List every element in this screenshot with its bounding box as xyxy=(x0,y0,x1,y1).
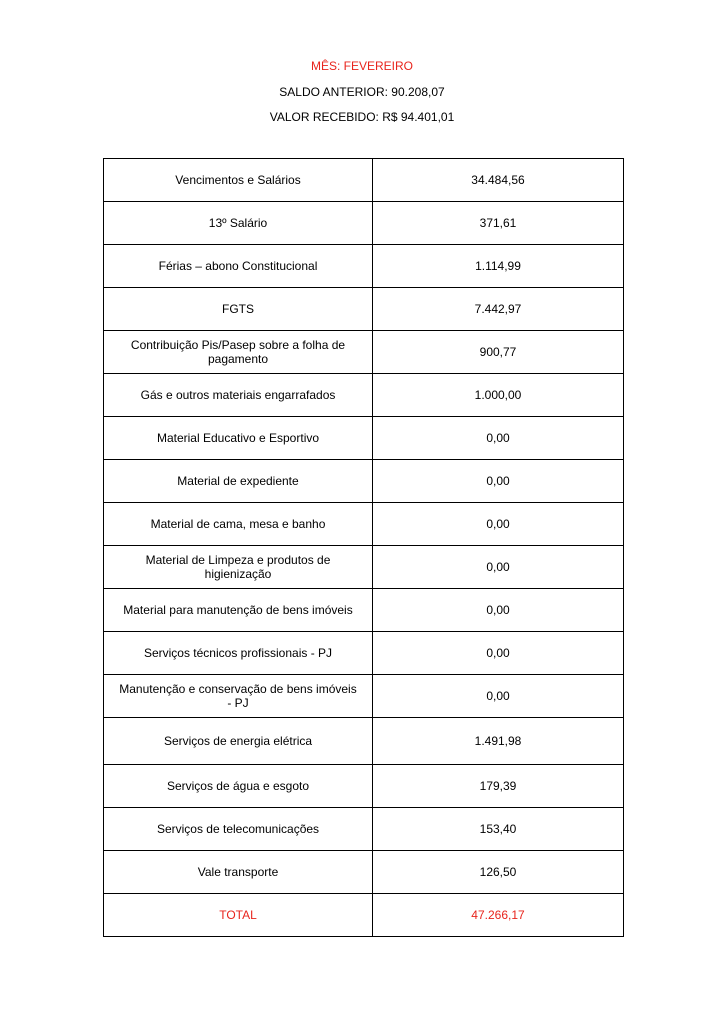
table-row xyxy=(104,808,624,851)
total-row xyxy=(104,894,624,937)
table-row xyxy=(104,245,624,288)
table-row xyxy=(104,374,624,417)
expense-value: 0,00 xyxy=(373,632,624,675)
expense-value: 7.442,97 xyxy=(373,288,624,331)
table-row xyxy=(104,460,624,503)
expense-value: 0,00 xyxy=(373,589,624,632)
expense-value: 900,77 xyxy=(373,331,624,374)
expense-value: 34.484,56 xyxy=(373,159,624,202)
expense-value: 0,00 xyxy=(373,503,624,546)
expense-label: Serviços técnicos profissionais - PJ xyxy=(104,632,373,675)
expense-label: FGTS xyxy=(104,288,373,331)
month-heading: MÊS: FEVEREIRO xyxy=(310,59,414,73)
expense-value: 126,50 xyxy=(373,851,624,894)
expense-value: 0,00 xyxy=(373,546,624,589)
table-row xyxy=(104,718,624,765)
expense-value: 1.491,98 xyxy=(373,718,624,765)
expense-label: Serviços de telecomunicações xyxy=(104,808,373,851)
expense-label: Serviços de energia elétrica xyxy=(104,718,373,765)
amount-received: VALOR RECEBIDO: R$ 94.401,01 xyxy=(269,110,455,124)
expense-label: Manutenção e conservação de bens imóveis - PJ xyxy=(104,675,373,718)
expense-label: 13º Salário xyxy=(104,202,373,245)
table-row xyxy=(104,503,624,546)
expense-label: Material Educativo e Esportivo xyxy=(104,417,373,460)
table-row xyxy=(104,589,624,632)
expense-label: Material de Limpeza e produtos de higienização xyxy=(104,546,373,589)
table-row xyxy=(104,765,624,808)
expense-value: 0,00 xyxy=(373,417,624,460)
expense-label: Material de expediente xyxy=(104,460,373,503)
expense-value: 153,40 xyxy=(373,808,624,851)
expense-value: 179,39 xyxy=(373,765,624,808)
expense-label: Material para manutenção de bens imóveis xyxy=(104,589,373,632)
table-row xyxy=(104,159,624,202)
expense-value: 0,00 xyxy=(373,675,624,718)
table-row xyxy=(104,851,624,894)
table-row xyxy=(104,546,624,589)
expense-value: 0,00 xyxy=(373,460,624,503)
expense-value: 1.114,99 xyxy=(373,245,624,288)
expense-value: 371,61 xyxy=(373,202,624,245)
total-label: TOTAL xyxy=(104,894,373,937)
expense-label: Contribuição Pis/Pasep sobre a folha de pagamento xyxy=(104,331,373,374)
previous-balance: SALDO ANTERIOR: 90.208,07 xyxy=(279,85,445,99)
table-row xyxy=(104,632,624,675)
expense-value: 1.000,00 xyxy=(373,374,624,417)
expense-label: Material de cama, mesa e banho xyxy=(104,503,373,546)
expense-label: Serviços de água e esgoto xyxy=(104,765,373,808)
table-row xyxy=(104,675,624,718)
table-row xyxy=(104,288,624,331)
table-row xyxy=(104,202,624,245)
table-row xyxy=(104,331,624,374)
expense-label: Vencimentos e Salários xyxy=(104,159,373,202)
table-row xyxy=(104,417,624,460)
expense-label: Vale transporte xyxy=(104,851,373,894)
expense-label: Gás e outros materiais engarrafados xyxy=(104,374,373,417)
total-value: 47.266,17 xyxy=(373,894,624,937)
expense-table xyxy=(103,158,624,937)
expense-label: Férias – abono Constitucional xyxy=(104,245,373,288)
